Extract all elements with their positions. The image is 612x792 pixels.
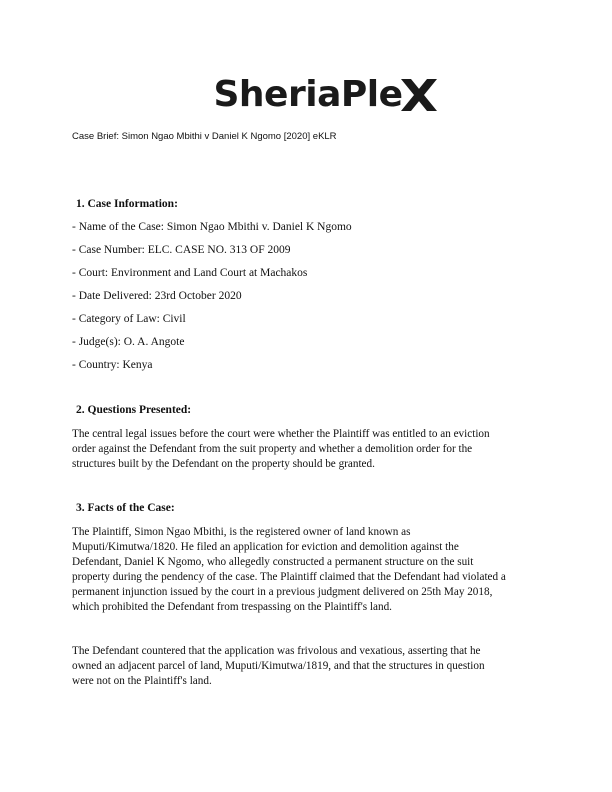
- paragraph-line: Defendant, Daniel K Ngomo, who allegedly constructed a permanent structure on the suit: [72, 556, 474, 568]
- paragraph-line: structures built by the Defendant on the property should be granted.: [72, 458, 375, 470]
- paragraph-line: permanent injunction issued by the court in a previous judgment delivered on 25th May 2018,: [72, 586, 493, 598]
- case-brief-title: Case Brief: Simon Ngao Mbithi v Daniel K Ngomo [2020] eKLR: [72, 131, 337, 142]
- case-number-line: - Case Number: ELC. CASE NO. 313 OF 2009: [72, 244, 291, 256]
- sheriaplex-logo: [0, 74, 612, 124]
- paragraph-line: The Plaintiff, Simon Ngao Mbithi, is the registered owner of land known as: [72, 526, 411, 538]
- section-heading-case-information: 1. Case Information:: [76, 198, 178, 210]
- paragraph-line: The central legal issues before the court were whether the Plaintiff was entitled to an eviction: [72, 428, 490, 440]
- paragraph-line: owned an adjacent parcel of land, Muputi/Kimutwa/1819, and that the structures in question: [72, 660, 485, 672]
- paragraph-line: which prohibited the Defendant from trespassing on the Plaintiff's land.: [72, 601, 392, 613]
- facts-paragraph-1: [72, 525, 542, 615]
- paragraph-line: property during the pendency of the case. The Plaintiff claimed that the Defendant had violated a: [72, 571, 506, 583]
- logo-wordmark: SheriaPle: [213, 74, 403, 115]
- category-of-law-line: - Category of Law: Civil: [72, 313, 186, 325]
- facts-paragraph-2: [72, 644, 542, 689]
- section-heading-questions-presented: 2. Questions Presented:: [76, 404, 192, 416]
- case-name-line: - Name of the Case: Simon Ngao Mbithi v. Daniel K Ngomo: [72, 221, 352, 233]
- date-delivered-line: - Date Delivered: 23rd October 2020: [72, 290, 242, 302]
- paragraph-line: were not on the Plaintiff's land.: [72, 675, 212, 687]
- section-heading-facts: 3. Facts of the Case:: [76, 502, 175, 514]
- court-line: - Court: Environment and Land Court at Machakos: [72, 267, 308, 279]
- paragraph-line: The Defendant countered that the application was frivolous and vexatious, asserting that he: [72, 645, 481, 657]
- judges-line: - Judge(s): O. A. Angote: [72, 336, 185, 348]
- country-line: - Country: Kenya: [72, 359, 153, 371]
- paragraph-line: Muputi/Kimutwa/1820. He filed an application for eviction and demolition against the: [72, 541, 459, 553]
- paragraph-line: order against the Defendant from the suit property and whether a demolition order for the: [72, 443, 473, 455]
- questions-presented-paragraph: [72, 427, 542, 472]
- logo-x-mark-icon: [399, 75, 439, 115]
